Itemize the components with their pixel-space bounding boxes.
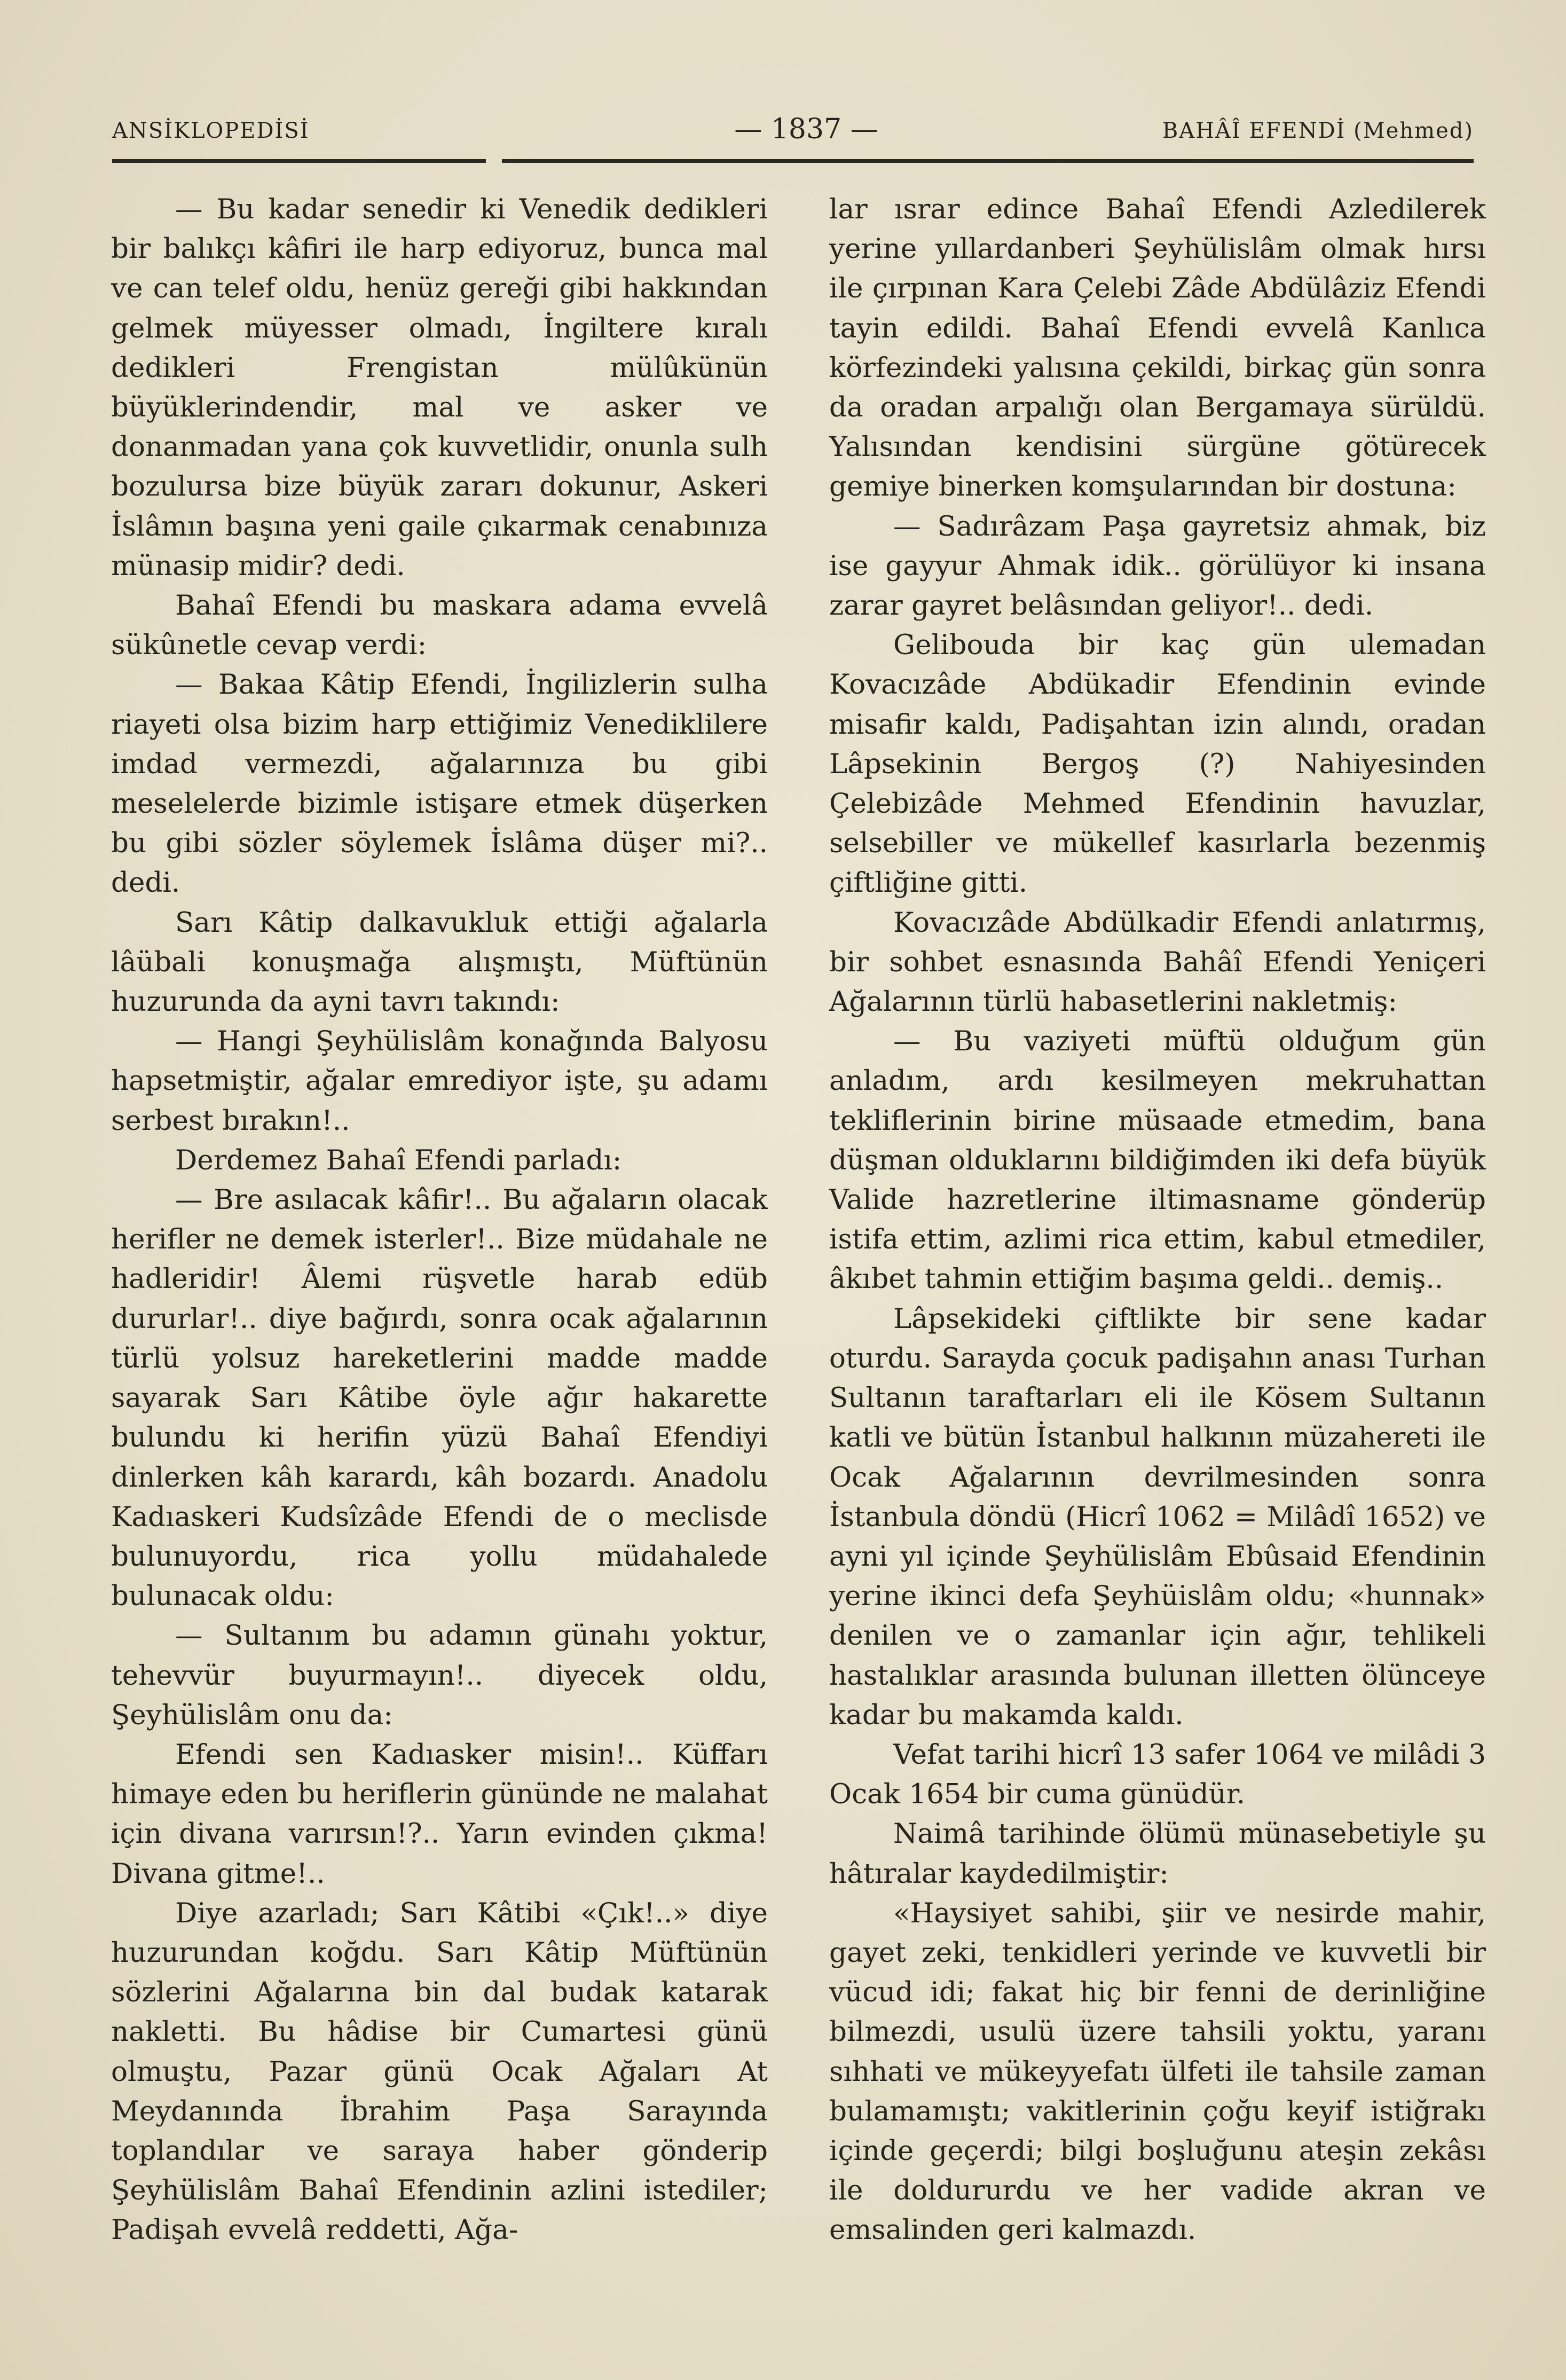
paragraph: Vefat tarihi hicrî 13 safer 1064 ve milâdi 3 Ocak 1654 bir cuma günüdür. xyxy=(829,1738,1486,1811)
paragraph: Sarı Kâtip dalkavukluk ettiği ağalarla lâübali konuşmağa alışmıştı, Müftünün huzurunda da ayni tavrı takındı: xyxy=(111,906,768,1018)
paragraph: Gelibouda bir kaç gün ulemadan Kovacızâde Abdükadir Efendinin evinde misafir kaldı, Padişahtan izin alındı, oradan Lâpsekinin Bergoş (?) Nahiyesinden Çelebizâde Mehmed Efendinin havuzlar, selsebiller ve mükellef kasırlarla bezenmiş çiftliğine gitti. xyxy=(829,629,1486,899)
running-header xyxy=(112,107,1474,150)
paragraph: — Bu kadar senedir ki Venedik dedikleri bir balıkçı kâfiri ile harp ediyoruz, bunca mal ve can telef oldu, henüz gereği gibi hakkından gelmek müyesser olmadı, İngiltere kıralı dedikleri Frengistan mülûkünün büyüklerindendir, mal ve asker ve donanmadan yana çok kuvvetlidir, onunla sulh bozulursa bize büyük zararı dokunur, Askeri İslâmın başına yeni gaile çıkarmak cenabınıza münasip midir? dedi. xyxy=(111,193,768,582)
header-encyclopedia-title: ANSİKLOPEDİSİ xyxy=(112,119,310,143)
paragraph: Lâpsekideki çiftlikte bir sene kadar oturdu. Sarayda çocuk padişahın anası Turhan Sultanın taraftarları eli ile Kösem Sultanın katli ve bütün İstanbul halkının müzahereti ile Ocak Ağalarının devrilmesinden sonra İstanbula döndü (Hicrî 1062 = Milâdî 1652) ve ayni yıl içinde Şeyhülislâm Ebûsaid Efendinin yerine ikinci defa Şeyhüislâm oldu; «hunnak» denilen ve o zamanlar için ağır, tehlikeli hastalıklar arasında bulunan illetten ölünceye kadar bu makamda kaldı. xyxy=(829,1302,1486,1731)
paragraph: Derdemez Bahaî Efendi parladı: xyxy=(175,1144,622,1176)
paragraph: — Bakaa Kâtip Efendi, İngilizlerin sulha riayeti olsa bizim harp ettiğimiz Venediklilere imdad vermezdi, ağalarınıza bu gibi meselelerde bizimle istişare etmek düşerken bu gibi sözler söylemek İslâma düşer mi?.. dedi. xyxy=(111,669,768,899)
header-rule-left xyxy=(112,159,486,163)
paragraph: — Sultanım bu adamın günahı yoktur, tehevvür buyurmayın!.. diyecek oldu, Şeyhülislâm onu da: xyxy=(111,1620,768,1731)
paragraph: Kovacızâde Abdülkadir Efendi anlatırmış, bir sohbet esnasında Bahâî Efendi Yeniçeri Ağalarının türlü habasetlerini nakletmiş: xyxy=(829,906,1486,1018)
paragraph: — Bre asılacak kâfir!.. Bu ağaların olacak herifler ne demek isterler!.. Bize müdahale ne hadleridir! Âlemi rüşvetle harab edüb dururlar!.. diye bağırdı, sonra ocak ağalarının türlü yolsuz hareketlerini madde madde sayarak Sarı Kâtibe öyle ağır hakarette bulundu ki herifin yüzü Bahaî Efendiyi dinlerken kâh karardı, kâh bozardı. Anadolu Kadıaskeri Kudsîzâde Efendi de o meclisde bulunuyordu, rica yollu müdahalede bulunacak oldu: xyxy=(111,1184,768,1613)
left-column xyxy=(111,190,768,2250)
paragraph: — Hangi Şeyhülislâm konağında Balyosu hapsetmiştir, ağalar emrediyor işte, şu adamı serbest bırakın!.. xyxy=(111,1025,768,1137)
paragraph: Bahaî Efendi bu maskara adama evvelâ sükûnetle cevap verdi: xyxy=(111,590,768,662)
paragraph: lar ısrar edince Bahaî Efendi Azledilerek yerine yıllardanberi Şeyhülislâm olmak hırsı ile çırpınan Kara Çelebi Zâde Abdülâziz Efendi tayin edildi. Bahaî Efendi evvelâ Kanlıca körfezindeki yalısına çekildi, birkaç gün sonra da oradan arpalığı olan Bergamaya sürüldü. Yalısından kendisini sürgüne götürecek gemiye binerken komşularından bir dostuna: xyxy=(829,193,1486,503)
paragraph: Diye azarladı; Sarı Kâtibi «Çık!..» diye huzurundan koğdu. Sarı Kâtip Müftünün sözlerini Ağalarına bin dal budak katarak nakletti. Bu hâdise bir Cumartesi günü olmuştu, Pazar günü Ocak Ağaları At Meydanında İbrahim Paşa Sarayında toplandılar ve saraya haber gönderip Şeyhülislâm Bahaî Efendinin azlini istediler; Padişah evvelâ reddetti, Ağa- xyxy=(111,1897,768,2247)
right-column xyxy=(829,190,1486,2250)
paragraph: — Sadırâzam Paşa gayretsiz ahmak, biz ise gayyur Ahmak idik.. görülüyor ki insana zarar gayret belâsından geliyor!.. dedi. xyxy=(829,510,1486,622)
header-rule-right xyxy=(502,159,1474,163)
paragraph: — Bu vaziyeti müftü olduğum gün anladım, ardı kesilmeyen mekruhattan tekliflerinin birine müsaade etmedim, bana düşman olduklarını bildiğimden iki defa büyük Valide hazretlerine iltimasname gönderüp istifa ettim, azlimi rica ettim, kabul etmediler, âkıbet tahmin ettiğim başıma geldi.. demiş.. xyxy=(829,1025,1486,1295)
paragraph: Efendi sen Kadıasker misin!.. Küffarı himaye eden bu heriflerin gününde ne malahat için divana varırsın!?.. Yarın evinden çıkma! Divana gitme!.. xyxy=(111,1738,768,1890)
header-entry-title: BAHÂÎ EFENDİ (Mehmed) xyxy=(1162,119,1474,143)
page-number: — 1837 — xyxy=(734,113,878,145)
paragraph: Naimâ tarihinde ölümü münasebetiyle şu hâtıralar kaydedilmiştir: xyxy=(829,1818,1486,1890)
paragraph: «Haysiyet sahibi, şiir ve nesirde mahir, gayet zeki, tenkidleri yerinde ve kuvvetli bir vücud idi; fakat hiç bir fenni de derinliğine bilmezdi, usulü üzere tahsili yoktu, yaranı sıhhati ve mükeyyefatı ülfeti ile tahsile zaman bulamamıştı; vakitlerinin çoğu keyif istiğrakı içinde geçerdi; bilgi boşluğunu ateşin zekâsı ile doldururdu ve her vadide akran ve emsalinden geri kalmazdı. xyxy=(829,1897,1486,2247)
